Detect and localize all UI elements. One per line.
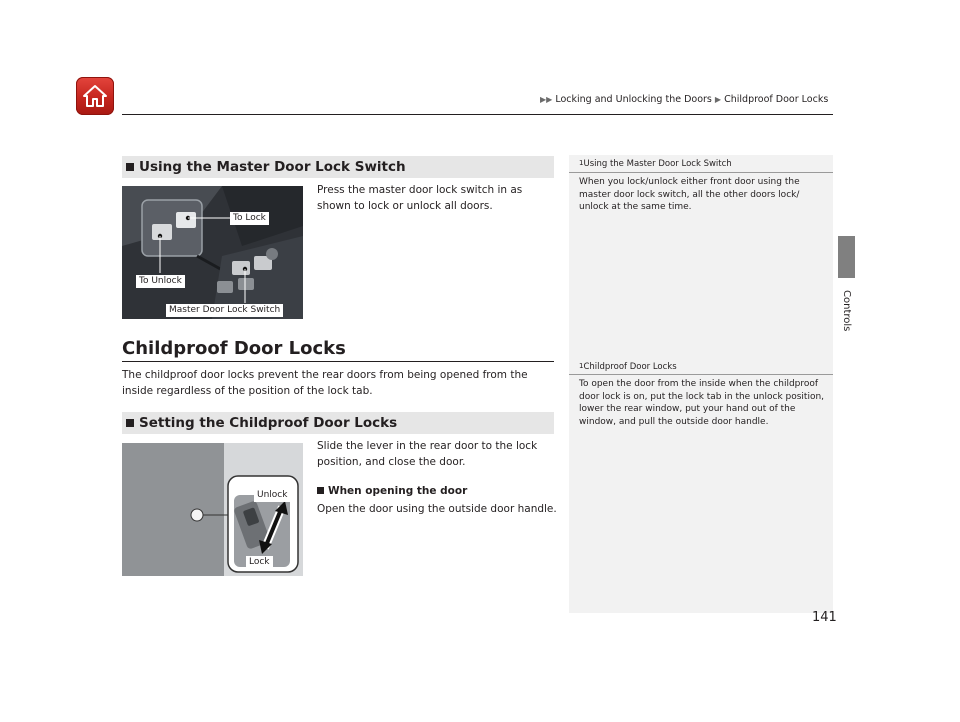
square-bullet-icon <box>126 419 134 427</box>
childproof-lever-figure <box>122 443 303 576</box>
square-bullet-icon <box>317 487 324 494</box>
note-reference-number: 1 <box>579 159 584 167</box>
notes-column <box>569 155 833 613</box>
childproof-intro: The childproof door locks prevent the rear doors from being opened from the inside regardless of the position of the lock tab. <box>122 369 528 397</box>
note-reference-number: 1 <box>579 362 584 370</box>
subheading-opening-door <box>317 485 467 497</box>
callout-lock: Lock <box>246 556 273 569</box>
page-number: 141 <box>812 610 837 625</box>
breadcrumb-arrow-icon: ▶▶ <box>540 95 553 104</box>
note-heading-master-switch[interactable]: $^1$Using the Master Door Lock Switch <box>579 159 732 169</box>
childproof-lever-illustration <box>122 443 303 576</box>
section-heading-master-switch <box>122 156 554 178</box>
callout-unlock: Unlock <box>254 489 290 502</box>
section-heading-text: Using the Master Door Lock Switch <box>139 159 406 175</box>
breadcrumb-item-childproof[interactable]: Childproof Door Locks <box>724 94 829 105</box>
breadcrumb <box>540 94 828 105</box>
callout-to-unlock: To Unlock <box>136 275 185 288</box>
master-switch-illustration <box>122 186 303 319</box>
opening-door-instructions: Open the door using the outside door handle. <box>317 503 557 515</box>
home-icon <box>82 84 108 108</box>
square-bullet-icon <box>126 163 134 171</box>
chapter-tab-label: Controls <box>841 290 852 332</box>
note-text-master-switch: When you lock/unlock either front door using the master door lock switch, all the other doors lock/ unlock at the same time. <box>579 177 800 212</box>
header-divider <box>122 114 833 115</box>
childproof-instructions: Slide the lever in the rear door to the lock position, and close the door. <box>317 440 538 468</box>
note-text-childproof: To open the door from the inside when the childproof door lock is on, put the lock tab in the unlock position, lower the rear window, put your hand out of the window, and pull the outside door handle. <box>579 379 825 427</box>
chapter-tab[interactable] <box>838 236 855 278</box>
title-divider <box>122 361 554 362</box>
section-heading-text: Setting the Childproof Door Locks <box>139 415 398 431</box>
section-heading-childproof <box>122 412 554 434</box>
callout-master-switch: Master Door Lock Switch <box>166 304 283 317</box>
note-divider <box>569 172 833 173</box>
breadcrumb-item-locking[interactable]: Locking and Unlocking the Doors <box>555 94 712 105</box>
note-heading-childproof[interactable]: $^1$Childproof Door Locks <box>579 362 677 372</box>
note-divider <box>569 374 833 375</box>
subheading-text: When opening the door <box>328 485 468 497</box>
home-button[interactable] <box>76 77 114 115</box>
master-switch-instructions: Press the master door lock switch in as shown to lock or unlock all doors. <box>317 184 523 212</box>
page-title: Childproof Door Locks <box>122 338 346 359</box>
callout-to-lock: To Lock <box>230 212 269 225</box>
master-switch-figure <box>122 186 303 319</box>
breadcrumb-arrow-icon: ▶ <box>714 95 722 104</box>
